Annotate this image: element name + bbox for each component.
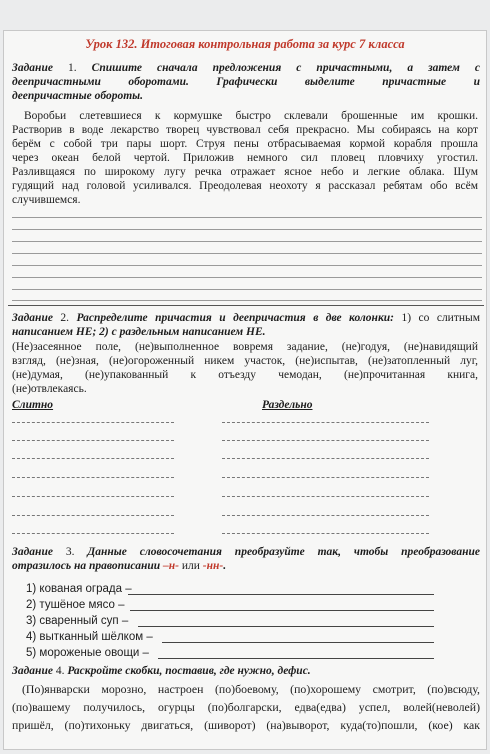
task1-text-line: берём с собой три пары шорт. Струя пены отбрасываемая кормой корабля прошла	[12, 138, 478, 150]
task3-answer-line[interactable]	[162, 642, 434, 643]
task3-item: 3) сваренный суп –	[26, 615, 129, 627]
answer-line[interactable]	[12, 217, 482, 218]
answer-line[interactable]	[12, 229, 482, 230]
task4-text-line: (По)январски морозно, настроен (по)боевому, (по)хорошему смотрит, (по)всюду,	[22, 682, 480, 696]
answer-line[interactable]	[12, 289, 482, 290]
answer-line[interactable]	[12, 277, 482, 278]
left-column-line[interactable]	[12, 515, 174, 516]
answer-line[interactable]	[12, 300, 482, 301]
task2-text-line: взгляд, (не)зная, (не)огороженный никем участок, (не)испытав, (не)затопленный луг,	[12, 355, 478, 367]
right-column-line[interactable]	[222, 440, 429, 441]
lesson-number: Урок 132.	[85, 37, 138, 51]
suffix-nn: -нн-	[202, 560, 224, 572]
task3-answer-line[interactable]	[138, 626, 434, 627]
task1-instruction-line1: Задание 1. Спишите сначала предложения с причастными, а затем с	[12, 62, 481, 74]
answer-line[interactable]	[12, 241, 482, 242]
left-column-line[interactable]	[12, 440, 174, 441]
task1-text-line: через океан белой чертой. Приложив немного сил пловец пловчиху угостил.	[12, 152, 478, 164]
left-column-line[interactable]	[12, 422, 174, 423]
right-column-line[interactable]	[222, 458, 429, 459]
task3-item: 5) мороженые овощи –	[26, 647, 149, 659]
task2-text-line: (не)думая, (не)упакованный к отъезду чемодан, (не)прочитанная книга,	[12, 369, 478, 381]
right-column-line[interactable]	[222, 515, 429, 516]
left-column-line[interactable]	[12, 496, 174, 497]
task1-text-line: случившемся.	[12, 194, 81, 206]
task1-instruction-line3: деепричастные обороты.	[12, 90, 144, 102]
column-heading-merged: Слитно	[12, 399, 54, 411]
task1-text-line: Растворив в воде лекарство творец чувствовал себя прекрасно. Мы собираясь на корт	[12, 124, 478, 136]
task4-instruction: Задание 4. Раскройте скобки, поставив, где нужно, дефис.	[12, 665, 311, 677]
right-column-line[interactable]	[222, 477, 429, 478]
task2-instruction-line1: Задание 2. Распределите причастия и деепричастия в две колонки: 1) со слитным	[12, 312, 481, 324]
page-title	[0, 37, 490, 52]
task3-instruction-line2: отразилось на правописании –н- или -нн-.	[12, 560, 227, 572]
lesson-title: Итоговая контрольная работа за курс 7 класса	[140, 37, 405, 51]
left-column-line[interactable]	[12, 477, 174, 478]
task3-answer-line[interactable]	[128, 594, 434, 595]
task1-text-line: Воробьи слетевшиеся к кормушке быстро склевали брошенные им крошки.	[24, 110, 478, 122]
task3-instruction-line1: Задание 3. Данные словосочетания преобразуйте так, чтобы преобразование	[12, 546, 480, 558]
task3-item: 1) кованая ограда –	[26, 583, 132, 595]
column-heading-separate: Раздельно	[262, 399, 313, 411]
left-column-line[interactable]	[12, 533, 174, 534]
task4-text-line: пришёл, (по)тихоньку двигаться, (шиворот) (на)выворот, куда(то)пошли, (кое) как	[12, 718, 480, 732]
suffix-n: –н-	[163, 560, 179, 572]
task2-text-line: (Не)засеянное поле, (не)выполненное вовремя задание, (не)годуя, (не)навидящий	[12, 341, 478, 353]
section-divider	[8, 305, 484, 306]
task3-answer-line[interactable]	[158, 658, 434, 659]
task2-instruction-line2: написанием НЕ; 2) с раздельным написанием НЕ.	[12, 326, 266, 338]
right-column-line[interactable]	[222, 422, 429, 423]
task4-text-line: (по)вашему получилось, огурцы (по)болгарски, едва(едва) успел, волей(неволей)	[12, 700, 480, 714]
task3-item: 2) тушёное мясо –	[26, 599, 125, 611]
answer-line[interactable]	[12, 265, 482, 266]
task3-answer-line[interactable]	[130, 610, 434, 611]
task1-instruction-line2: деепричастными оборотами. Графически выделите причастные и	[12, 76, 480, 88]
task2-text-line: (не)отвлекаясь.	[12, 383, 87, 395]
answer-line[interactable]	[12, 253, 482, 254]
task3-item: 4) вытканный шёлком –	[26, 631, 153, 643]
task1-text-line: Разливщаяся по широкому лугу речка отражает ясное небо и легкие облака. Шум	[12, 166, 478, 178]
right-column-line[interactable]	[222, 533, 429, 534]
left-column-line[interactable]	[12, 458, 174, 459]
task1-text-line: гудящий над головой усиливался. Преодолевая неохоту я рассказал ребятам обо всём	[12, 180, 478, 192]
right-column-line[interactable]	[222, 496, 429, 497]
